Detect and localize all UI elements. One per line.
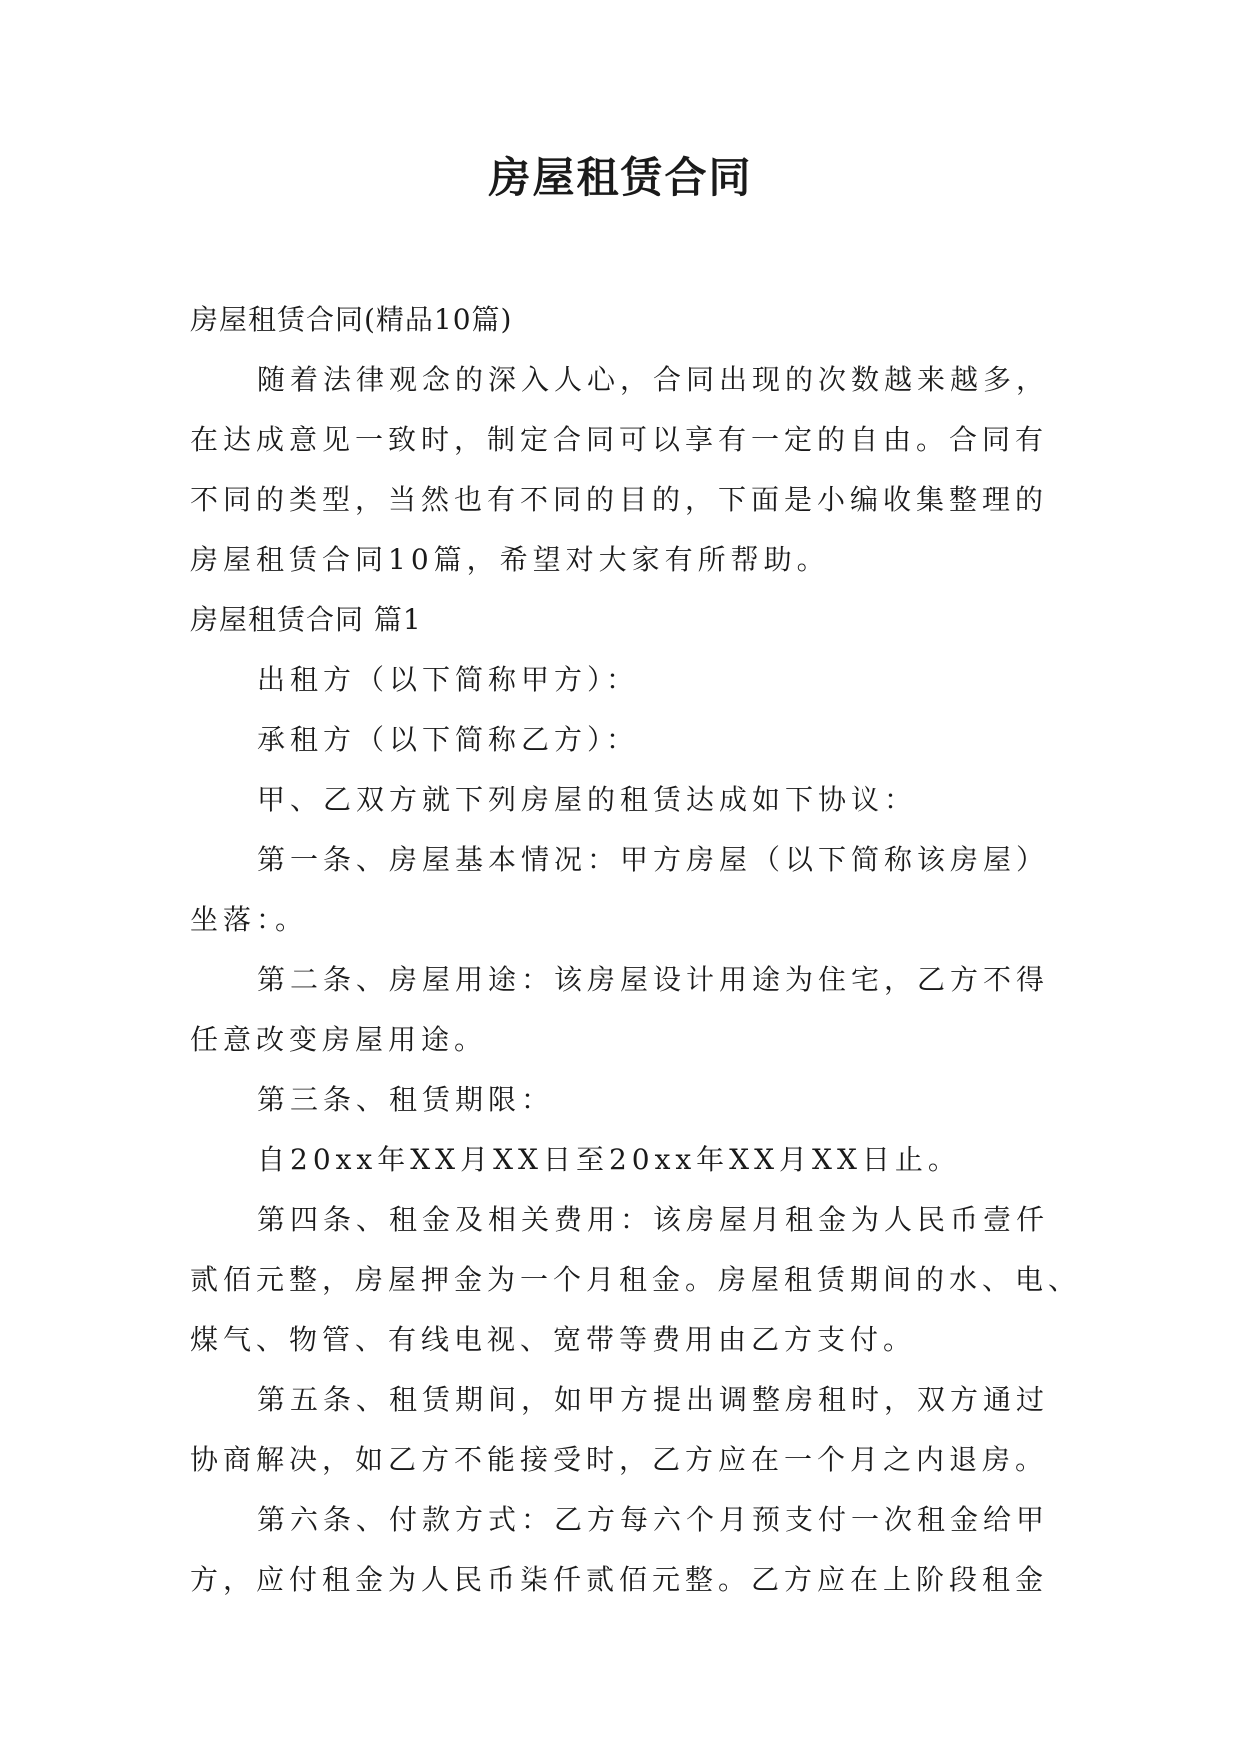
paragraph-line: 坐落：。 (190, 903, 309, 936)
paragraph-line: 房屋租赁合同10篇，希望对大家有所帮助。 (190, 543, 830, 576)
paragraph-line: 出租方（以下简称甲方）： (257, 663, 640, 696)
paragraph-line: 自20xx年XX月XX日至20xx年XX月XX日止。 (257, 1143, 961, 1176)
paragraph-line: 方，应付租金为人民币柒仟贰佰元整。乙方应在上阶段租金 (190, 1563, 1049, 1596)
paragraph-line: 协商解决，如乙方不能接受时，乙方应在一个月之内退房。 (190, 1443, 1049, 1476)
paragraph-line: 承租方（以下简称乙方）： (257, 723, 640, 756)
paragraph-line: 随着法律观念的深入人心，合同出现的次数越来越多， (257, 363, 1050, 396)
section-heading: 房屋租赁合同 篇1 (190, 603, 422, 636)
paragraph-line: 贰佰元整，房屋押金为一个月租金。房屋租赁期间的水、电、 (190, 1263, 1082, 1296)
paragraph-line: 煤气、物管、有线电视、宽带等费用由乙方支付。 (190, 1323, 917, 1356)
article-line: 第三条、租赁期限： (257, 1083, 555, 1116)
paragraph-line: 在达成意见一致时，制定合同可以享有一定的自由。合同有 (190, 423, 1049, 456)
paragraph-line: 不同的类型，当然也有不同的目的，下面是小编收集整理的 (190, 483, 1049, 516)
paragraph-line: 任意改变房屋用途。 (190, 1023, 488, 1056)
subtitle-line: 房屋租赁合同(精品10篇) (190, 303, 513, 336)
article-line: 第六条、付款方式：乙方每六个月预支付一次租金给甲 (257, 1503, 1050, 1536)
document-title: 房屋租赁合同 (488, 153, 753, 202)
document-body (190, 290, 1082, 1610)
article-line: 第一条、房屋基本情况：甲方房屋（以下简称该房屋） (257, 843, 1050, 876)
article-line: 第二条、房屋用途：该房屋设计用途为住宅，乙方不得 (257, 963, 1050, 996)
paragraph-line: 甲、乙双方就下列房屋的租赁达成如下协议： (257, 783, 918, 816)
article-line: 第五条、租赁期间，如甲方提出调整房租时，双方通过 (257, 1383, 1050, 1416)
article-line: 第四条、租金及相关费用：该房屋月租金为人民币壹仟 (257, 1203, 1050, 1236)
